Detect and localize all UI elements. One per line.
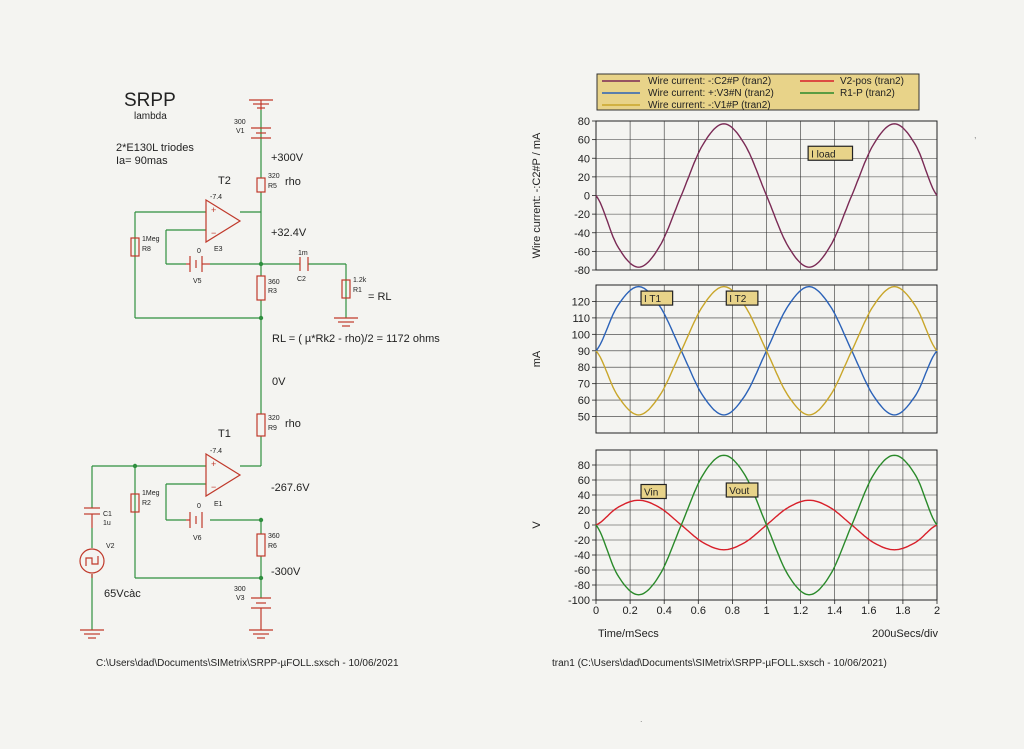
ground-symbol-r1: [334, 318, 358, 326]
x-tick-label: 1.6: [861, 605, 877, 617]
legend-label: Wire current: -:V1#P (tran2): [648, 100, 771, 111]
schematic-subtitle: lambda: [134, 111, 167, 122]
rail-plus300: +300V: [271, 152, 304, 164]
x-tick-label: 1.4: [827, 605, 843, 617]
x-tick-label: 2: [933, 605, 941, 617]
y-tick-label: 40: [577, 153, 590, 166]
v3-ref: V3: [236, 595, 245, 602]
battery-v6: [186, 512, 202, 528]
node-plus32: +32.4V: [271, 227, 307, 239]
r8-value: 1Meg: [142, 236, 160, 243]
r6-ref: R6: [268, 543, 277, 550]
r1-ref: R1: [353, 287, 362, 294]
y-tick-label: -60: [574, 246, 590, 259]
x-axis-division: 200uSecs/div: [871, 628, 938, 640]
y-tick-label: 0: [583, 520, 590, 532]
annotation-label: Vin: [644, 487, 659, 499]
y-tick-label: -80: [574, 265, 590, 277]
e3-gain: -7.4: [210, 194, 223, 201]
plot-footer: tran1 (C:\Users\dad\Documents\SIMetrix\SRPP-µFOLL.sxsch - 10/06/2021): [552, 658, 887, 669]
stray-mark: .: [640, 714, 643, 724]
plot-2: [531, 450, 940, 617]
y-axis-label: Wire current: -:C2#P / mA: [531, 132, 543, 259]
annotation-label: I load: [811, 149, 836, 161]
c1-value: 1u: [103, 520, 111, 527]
t2-label: T2: [218, 175, 231, 187]
y-tick-label: -40: [574, 227, 590, 240]
schematic-footer: C:\Users\dad\Documents\SIMetrix\SRPP-µFOLL.sxsch - 10/06/2021: [96, 658, 399, 669]
r2-value: 1Meg: [142, 490, 160, 497]
battery-v3: [251, 598, 271, 630]
y-tick-label: 80: [577, 460, 590, 472]
resistor-r9: [257, 414, 265, 436]
y-axis-label: V: [531, 521, 543, 529]
y-tick-label: 60: [577, 395, 590, 408]
v3-value: 300: [234, 586, 246, 593]
r9-value: 320: [268, 415, 280, 422]
v2-ref: V2: [106, 543, 115, 550]
rl-label: = RL: [368, 291, 392, 303]
r5-value: 320: [268, 173, 280, 180]
plus-sign-e3: +: [211, 205, 217, 215]
legend-label: V2-pos (tran2): [840, 76, 904, 87]
y-tick-label: 70: [577, 378, 590, 391]
y-tick-label: 60: [577, 134, 590, 147]
y-tick-label: 0: [583, 190, 590, 203]
v5-ref: V5: [193, 278, 202, 285]
x-tick-label: 0.4: [656, 605, 672, 617]
v6-ref: V6: [193, 535, 202, 542]
x-tick-label: 0.2: [622, 605, 638, 617]
y-axis-label: mA: [531, 350, 543, 368]
x-tick-label: 1.2: [792, 605, 809, 617]
r3-ref: R3: [268, 288, 277, 295]
rl-formula: RL = ( µ*Rk2 - rho)/2 = 1172 ohms: [272, 333, 440, 345]
y-tick-label: 120: [571, 296, 590, 309]
capacitor-c2: [300, 257, 308, 271]
r2-ref: R2: [142, 500, 151, 507]
rho-bottom: rho: [285, 418, 301, 430]
y-tick-label: 110: [572, 312, 590, 325]
resistor-r6: [257, 534, 265, 556]
r3-value: 360: [268, 279, 280, 286]
r1-value: 1.2k: [353, 277, 367, 284]
stray-mark: ,: [974, 130, 977, 140]
y-tick-label: -40: [574, 550, 590, 562]
y-tick-label: 60: [577, 475, 590, 487]
x-axis-label: Time/mSecs: [598, 628, 659, 640]
r5-ref: R5: [268, 183, 277, 190]
rail-minus300: -300V: [271, 566, 301, 578]
x-tick-label: 1: [763, 605, 770, 617]
note-triodes: 2*E130L triodes: [116, 142, 194, 154]
x-tick-label: 0.8: [724, 605, 741, 617]
note-current: Ia= 90mas: [116, 155, 168, 167]
x-tick-label: 0: [592, 605, 600, 617]
schematic-title: SRPP: [124, 90, 176, 111]
capacitor-c1: [84, 508, 100, 528]
x-tick-label: 1.8: [895, 605, 911, 617]
e1-gain: -7.4: [210, 448, 223, 455]
y-tick-label: 20: [577, 171, 590, 184]
legend-label: Wire current: +:V3#N (tran2): [648, 88, 774, 99]
plot-1: [531, 285, 937, 433]
v1-ref: V1: [236, 128, 245, 135]
y-tick-label: 80: [577, 116, 590, 128]
ground-symbol-bottom: [249, 630, 273, 638]
battery-v5: [186, 256, 210, 272]
y-tick-label: -100: [567, 595, 590, 607]
y-tick-label: -80: [574, 580, 590, 592]
y-tick-label: 20: [577, 505, 590, 517]
schematic: [80, 90, 440, 669]
r8-ref: R8: [142, 246, 151, 253]
plus-sign-e1: +: [211, 459, 217, 469]
vin-amplitude: 65Vcàc: [104, 588, 141, 600]
rho-top: rho: [285, 176, 301, 188]
y-tick-label: 50: [577, 411, 590, 424]
plot-0: [531, 116, 937, 277]
annotation-label: I T2: [729, 294, 747, 306]
ground-symbol-top: [249, 100, 273, 110]
plot-legend: [597, 74, 919, 111]
v6-value: 0: [197, 503, 201, 510]
c2-value: 1m: [298, 250, 308, 257]
y-tick-label: -20: [574, 535, 590, 547]
ground-symbol-v2: [80, 630, 104, 638]
junction-dots: [133, 262, 263, 580]
t1-label: T1: [218, 428, 231, 440]
legend-label: R1-P (tran2): [840, 88, 895, 99]
minus-sign-e1: −: [211, 482, 217, 492]
c2-ref: C2: [297, 276, 306, 283]
y-tick-label: 90: [577, 345, 590, 358]
c1-ref: C1: [103, 511, 112, 518]
y-tick-label: 100: [571, 329, 590, 342]
legend-label: Wire current: -:C2#P (tran2): [648, 76, 772, 87]
node-minus267: -267.6V: [271, 482, 310, 494]
wires: [92, 110, 346, 630]
annotation-label: Vout: [729, 486, 750, 497]
y-tick-label: -60: [574, 565, 590, 577]
y-tick-label: -20: [574, 209, 590, 222]
r9-ref: R9: [268, 425, 277, 432]
e3-ref: E3: [214, 246, 223, 253]
v5-value: 0: [197, 248, 201, 255]
y-tick-label: 80: [577, 362, 590, 375]
minus-sign-e3: −: [211, 228, 217, 238]
resistor-r3: [257, 276, 265, 300]
resistor-r5: [257, 178, 265, 192]
y-tick-label: 40: [577, 490, 590, 502]
plots: [531, 116, 940, 617]
x-tick-label: 0.6: [690, 605, 706, 617]
signal-source-v2: [80, 549, 104, 578]
r6-value: 360: [268, 533, 280, 540]
e1-ref: E1: [214, 501, 223, 508]
annotation-label: I T1: [644, 294, 662, 306]
node-zero-v: 0V: [272, 376, 286, 388]
v1-value: 300: [234, 119, 246, 126]
